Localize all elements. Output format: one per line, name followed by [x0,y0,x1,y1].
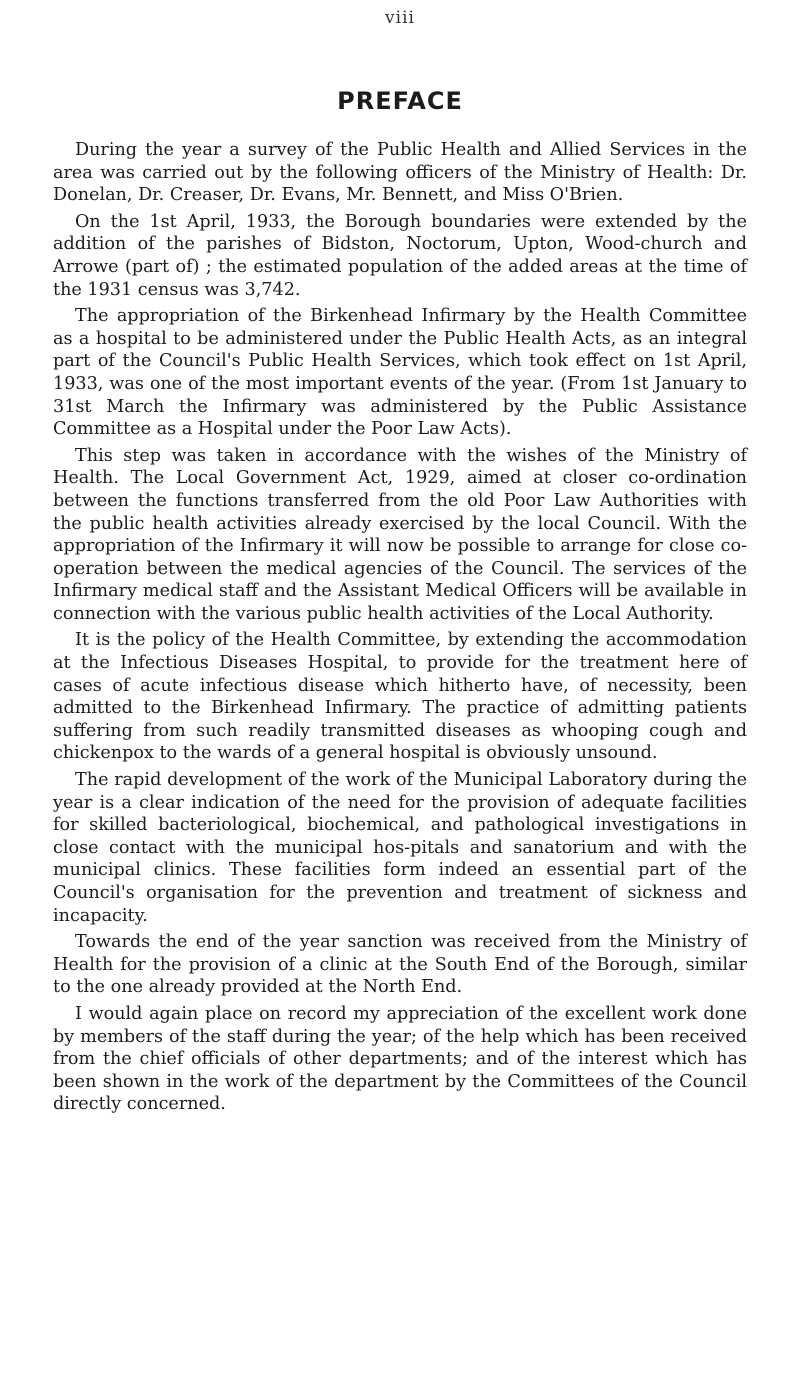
paragraph-coordination: This step was taken in accordance with the wishes of the Ministry of Health. The Local Government Act, 1929, aimed at closer co-ordination between the functions transferred from the old Poor Law Authorities with the public health activities already exercised by the local Council. With the appropriation of the Infirmary it will now be possible to arrange for close co-operation between the medical agencies of the Council. The services of the Infirmary medical staff and the Assistant Medical Officers will be available in connection with the various public health activities of the Local Authority. [53,445,747,624]
page-title: PREFACE [337,87,463,115]
paragraph-laboratory: The rapid development of the work of the Municipal Laboratory during the year is a clear indication of the need for the provision of adequate facilities for skilled bacteriological, biochemical, and pathological investigations in close contact with the municipal hos-pitals and sanatorium and with the municipal clinics. These facilities form indeed an essential part of the Council's organisation for the prevention and treatment of sickness and incapacity. [53,770,747,926]
paragraph-clinic: Towards the end of the year sanction was received from the Ministry of Health for the provision of a clinic at the South End of the Borough, similar to the one already provided at the North End. [53,932,747,998]
preface-body [53,139,747,1120]
paragraph-infectious-diseases: It is the policy of the Health Committee, by extending the accommodation at the Infectious Diseases Hospital, to provide for the treatment here of cases of acute infectious disease which hitherto have, of necessity, been admitted to the Birkenhead Infirmary. The practice of admitting patients suffering from such readily transmitted diseases as whooping cough and chickenpox to the wards of a general hospital is obviously unsound. [53,630,747,764]
page-number: viii [385,8,415,28]
paragraph-appreciation: I would again place on record my appreciation of the excellent work done by members of the staff during the year; of the help which has been received from the chief officials of other departments; and of the interest which has been shown in the work of the department by the Committees of the Council directly concerned. [53,1003,747,1115]
paragraph-infirmary: The appropriation of the Birkenhead Infirmary by the Health Committee as a hospital to be administered under the Public Health Acts, as an integral part of the Council's Public Health Services, which took effect on 1st April, 1933, was one of the most important events of the year. (From 1st January to 31st March the Infirmary was administered by the Public Assistance Committee as a Hospital under the Poor Law Acts). [53,306,747,440]
paragraph-survey: During the year a survey of the Public Health and Allied Services in the area was carried out by the following officers of the Ministry of Health: Dr. Donelan, Dr. Creaser, Dr. Evans, Mr. Bennett, and Miss O'Brien. [53,140,747,206]
paragraph-boundaries: On the 1st April, 1933, the Borough boundaries were extended by the addition of the parishes of Bidston, Noctorum, Upton, Wood-church and Arrowe (part of) ; the estimated population of the added areas at the time of the 1931 census was 3,742. [53,211,747,300]
